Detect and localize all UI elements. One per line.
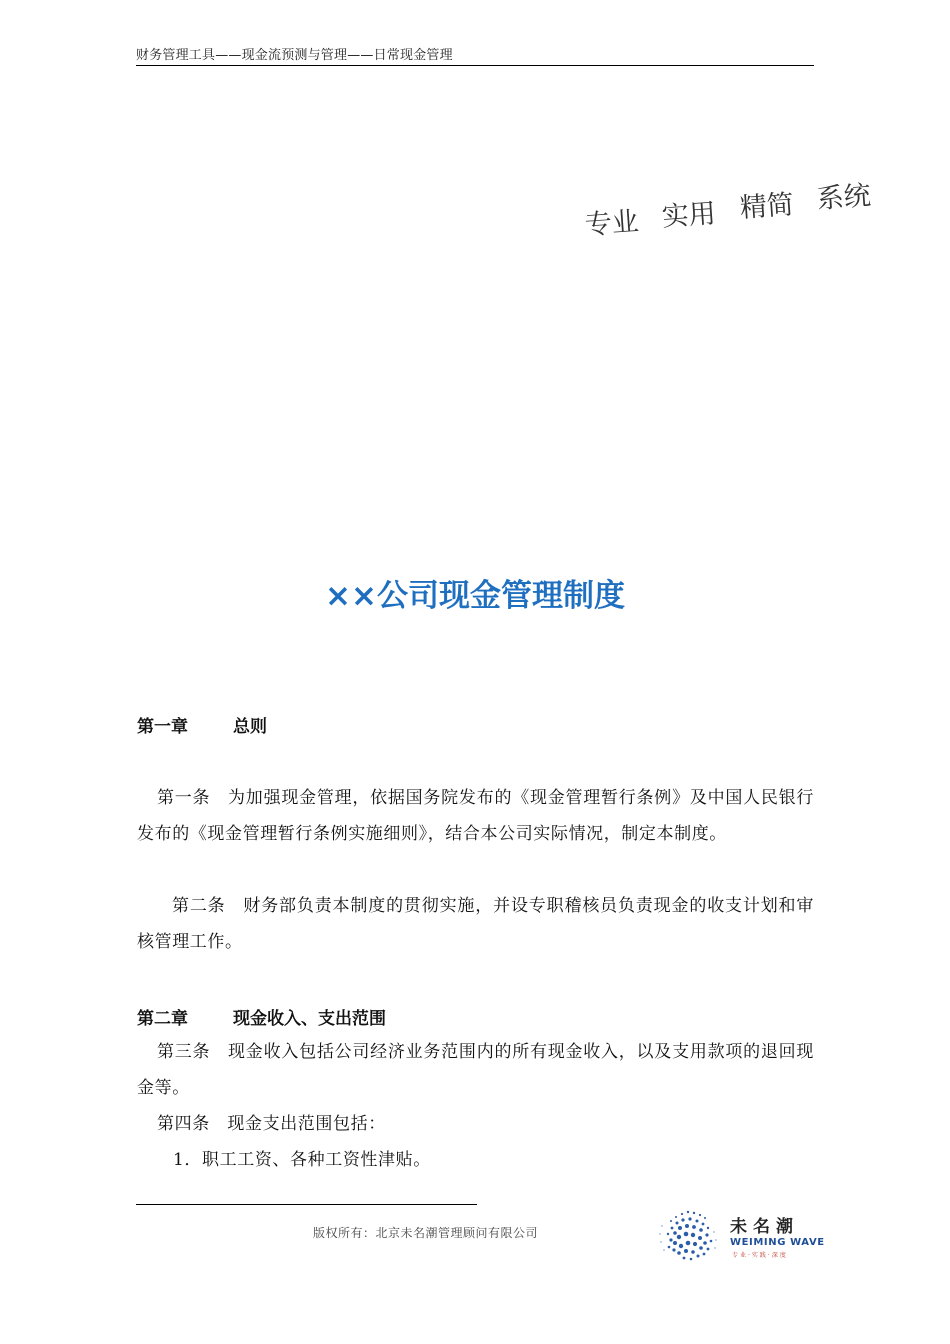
article-paragraph: 第一条 为加强现金管理，依据国务院发布的《现金管理暂行条例》及中国人民银行发布的《现金管理暂行条例实施细则》，结合本公司实际情况，制定本制度。 [137, 788, 814, 844]
logo-name-cn: 未名潮 [730, 1217, 799, 1237]
footer-divider [136, 1204, 477, 1205]
company-logo [648, 1204, 825, 1264]
chapter-number: 第一章 [137, 717, 188, 737]
list-item: 1．职工工资、各种工资性津贴。 [173, 1150, 431, 1170]
chapter-heading [137, 712, 267, 737]
wave-icon [648, 1204, 728, 1264]
article-paragraph: 第二条 财务部负责本制度的贯彻实施，并设专职稽核员负责现金的收支计划和审核管理工作。 [137, 896, 814, 952]
header-text: 财务管理工具——现金流预测与管理——日常现金管理 [136, 48, 453, 63]
article-paragraph: 第三条 现金收入包括公司经济业务范围内的所有现金收入，以及支用款项的退回现金等。 [137, 1042, 814, 1098]
chapter-heading [137, 1004, 386, 1029]
slogan-word: 专业 [583, 206, 640, 242]
chapter-title: 现金收入、支出范围 [233, 1009, 386, 1029]
chapter-title: 总则 [233, 717, 267, 737]
footer-copyright: 版权所有：北京未名潮管理顾问有限公司 [313, 1226, 539, 1240]
document-title: ××公司现金管理制度 [325, 578, 625, 614]
slogan [583, 175, 886, 245]
slogan-word: 系统 [815, 180, 872, 216]
slogan-word: 精简 [738, 189, 795, 225]
chapter-number: 第二章 [137, 1009, 188, 1029]
article-paragraph: 第四条 现金支出范围包括： [157, 1114, 386, 1134]
logo-tagline: 专业·实践·深度 [732, 1252, 788, 1259]
page-header [136, 44, 814, 66]
logo-name-en: WEIMING WAVE [730, 1237, 825, 1248]
slogan-word: 实用 [660, 198, 717, 234]
